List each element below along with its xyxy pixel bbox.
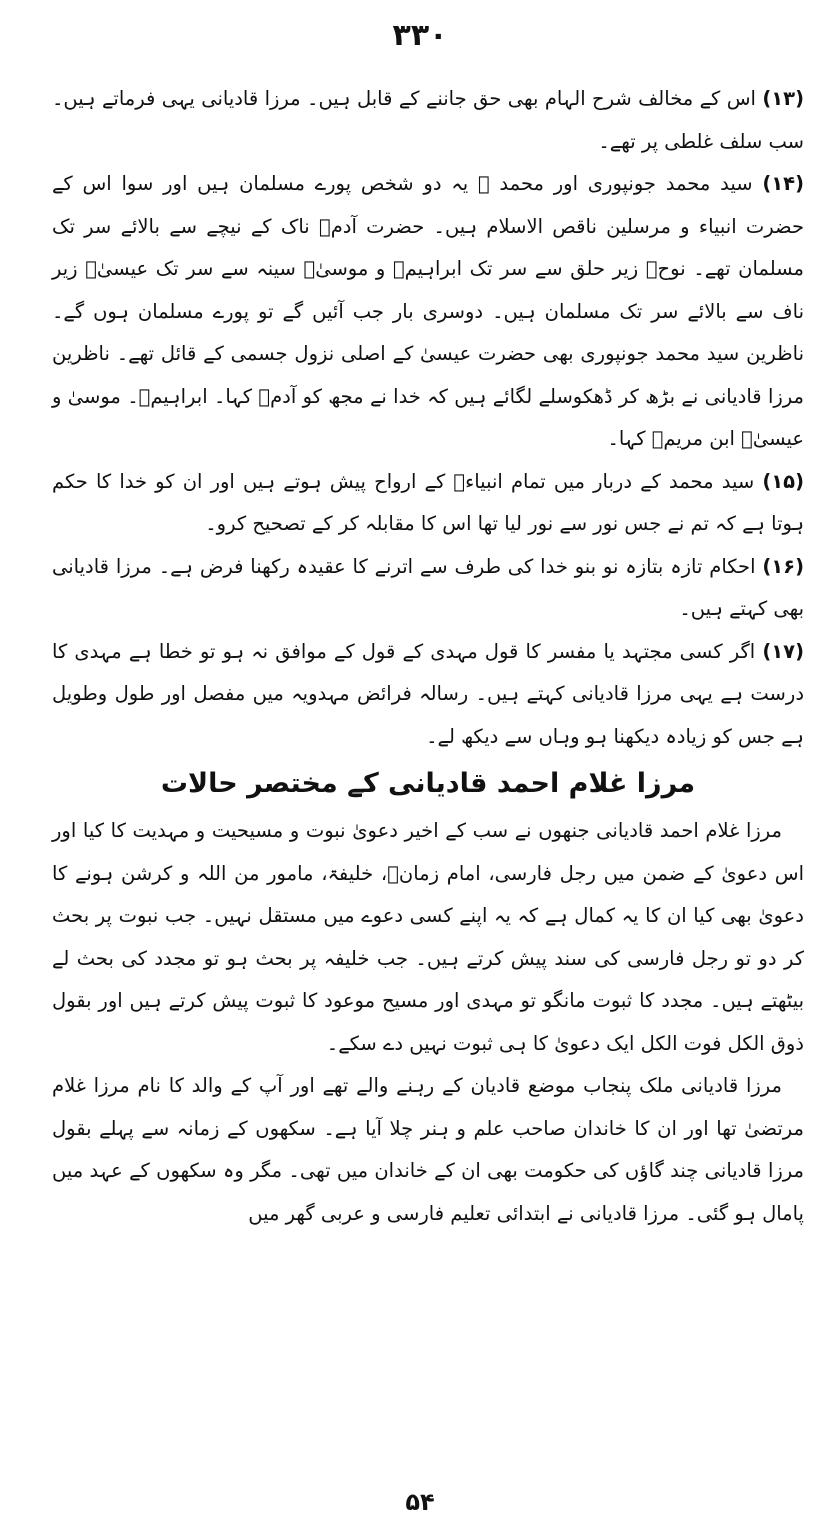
- numbered-item-15: [52, 461, 804, 546]
- item-text: سید محمد کے دربار میں تمام انبیاءؑ کے ارواح پیش ہوتے ہیں اور ان کو خدا کا حکم ہوتا ہے کہ تم نے جس نور سے نور لیا تھا اس کا مقابلہ کر کے تصحیح کرو۔: [52, 469, 804, 535]
- item-text: احکام تازہ بتازہ نو بنو خدا کی طرف سے اترنے کا عقیدہ رکھنا فرض ہے۔ مرزا قادیانی بھی کہتے ہیں۔: [52, 554, 804, 620]
- section-paragraph: مرزا قادیانی ملک پنجاب موضع قادیان کے رہنے والے تھے اور آپ کے والد کا نام مرزا غلام مرتضیٰ تھا اور ان کا خاندان صاحب علم و ہنر چلا آیا ہے۔ سکھوں کے زمانہ سے پہلے بقول مرزا قادیانی چند گاؤں کی حکومت بھی ان کے خاندان میں تھی۔ مگر وہ سکھوں کے عہد میں پامال ہو گئی۔ مرزا قادیانی نے ابتدائی تعلیم فارسی و عربی گھر میں: [52, 1074, 804, 1225]
- item-number: (۱۳): [762, 87, 804, 110]
- numbered-item-14: [52, 163, 804, 461]
- item-number: (۱۵): [762, 469, 804, 493]
- page-number-top: ۳۳۰: [392, 18, 448, 53]
- page-content: [52, 78, 804, 1235]
- numbered-item-16: [52, 546, 804, 631]
- item-text: اگر کسی مجتہد یا مفسر کا قول مہدی کے قول کے موافق نہ ہو تو خطا ہے مہدی کا درست ہے یہی مرزا قادیانی کہتے ہیں۔ رسالہ فرائض مہدویہ میں مفصل اور طول وطویل ہے جس کو زیادہ دیکھنا ہو وہاں سے دیکھ لے۔: [52, 639, 804, 748]
- item-text: اس کے مخالف شرح الہام بھی حق جاننے کے قابل ہیں۔ مرزا قادیانی یہی فرماتے ہیں۔ سب سلف غلطی پر تھے۔: [52, 87, 804, 153]
- item-number: (۱۶): [762, 554, 804, 578]
- item-number: (۱۴): [762, 172, 804, 195]
- item-number: (۱۷): [762, 639, 804, 663]
- numbered-item-17: [52, 631, 804, 759]
- page-number-bottom: ۵۴: [405, 1488, 435, 1516]
- item-text: سید محمد جونپوری اور محمد ﷺ یہ دو شخص پورے مسلمان ہیں اور سوا اس کے حضرت انبیاء و مرسلین ناقص الاسلام ہیں۔ حضرت آدمؑ ناک کے نیچے سے بالائے سر تک مسلمان تھے۔ نوحؑ زیر حلق سے سر تک ابراہیمؑ و موسیٰؑ سینہ سے سر تک عیسیٰؑ زیر ناف سے بالائے سر تک مسلمان ہیں۔ دوسری بار جب آئیں گے تو پورے مسلمان ہوں گے۔ ناظرین سید محمد جونپوری بھی حضرت عیسیٰ کے اصلی نزول جسمی کے قائل تھے۔ ناظرین مرزا قادیانی نے بڑھ کر ڈھکوسلے لگائے ہیں کہ خدا نے مجھ کو آدمؑ کہا۔ ابراہیمؑ۔ موسیٰ و عیسیٰؑ ابن مریمؑ کہا۔: [52, 172, 804, 450]
- numbered-item-13: [52, 78, 804, 163]
- section-heading: مرزا غلام احمد قادیانی کے مختصر حالات: [160, 768, 696, 799]
- section-paragraph: مرزا غلام احمد قادیانی جنھوں نے سب کے اخیر دعویٰ نبوت و مسیحیت و مہدیت کا کیا اور اس دعویٰ کے ضمن میں رجل فارسی، امام زمانؑ، خلیفۃ، مامور من اللہ و کرشن ہونے کا دعویٰ بھی کیا ان کا یہ کمال ہے کہ یہ اپنے کسی دعوے میں مستقل نہیں۔ جب نبوت پر بحث کر دو تو رجل فارسی کی سند پیش کرتے ہیں۔ جب خلیفہ پر بحث ہو تو مجدد کی بحث لے بیٹھتے ہیں۔ مجدد کا ثبوت مانگو تو مہدی اور مسیح موعود کا ثبوت پیش کرتے ہیں اور بقول ذوق الکل فوت الکل ایک دعویٰ کا ہی ثبوت نہیں دے سکے۔: [52, 819, 804, 1055]
